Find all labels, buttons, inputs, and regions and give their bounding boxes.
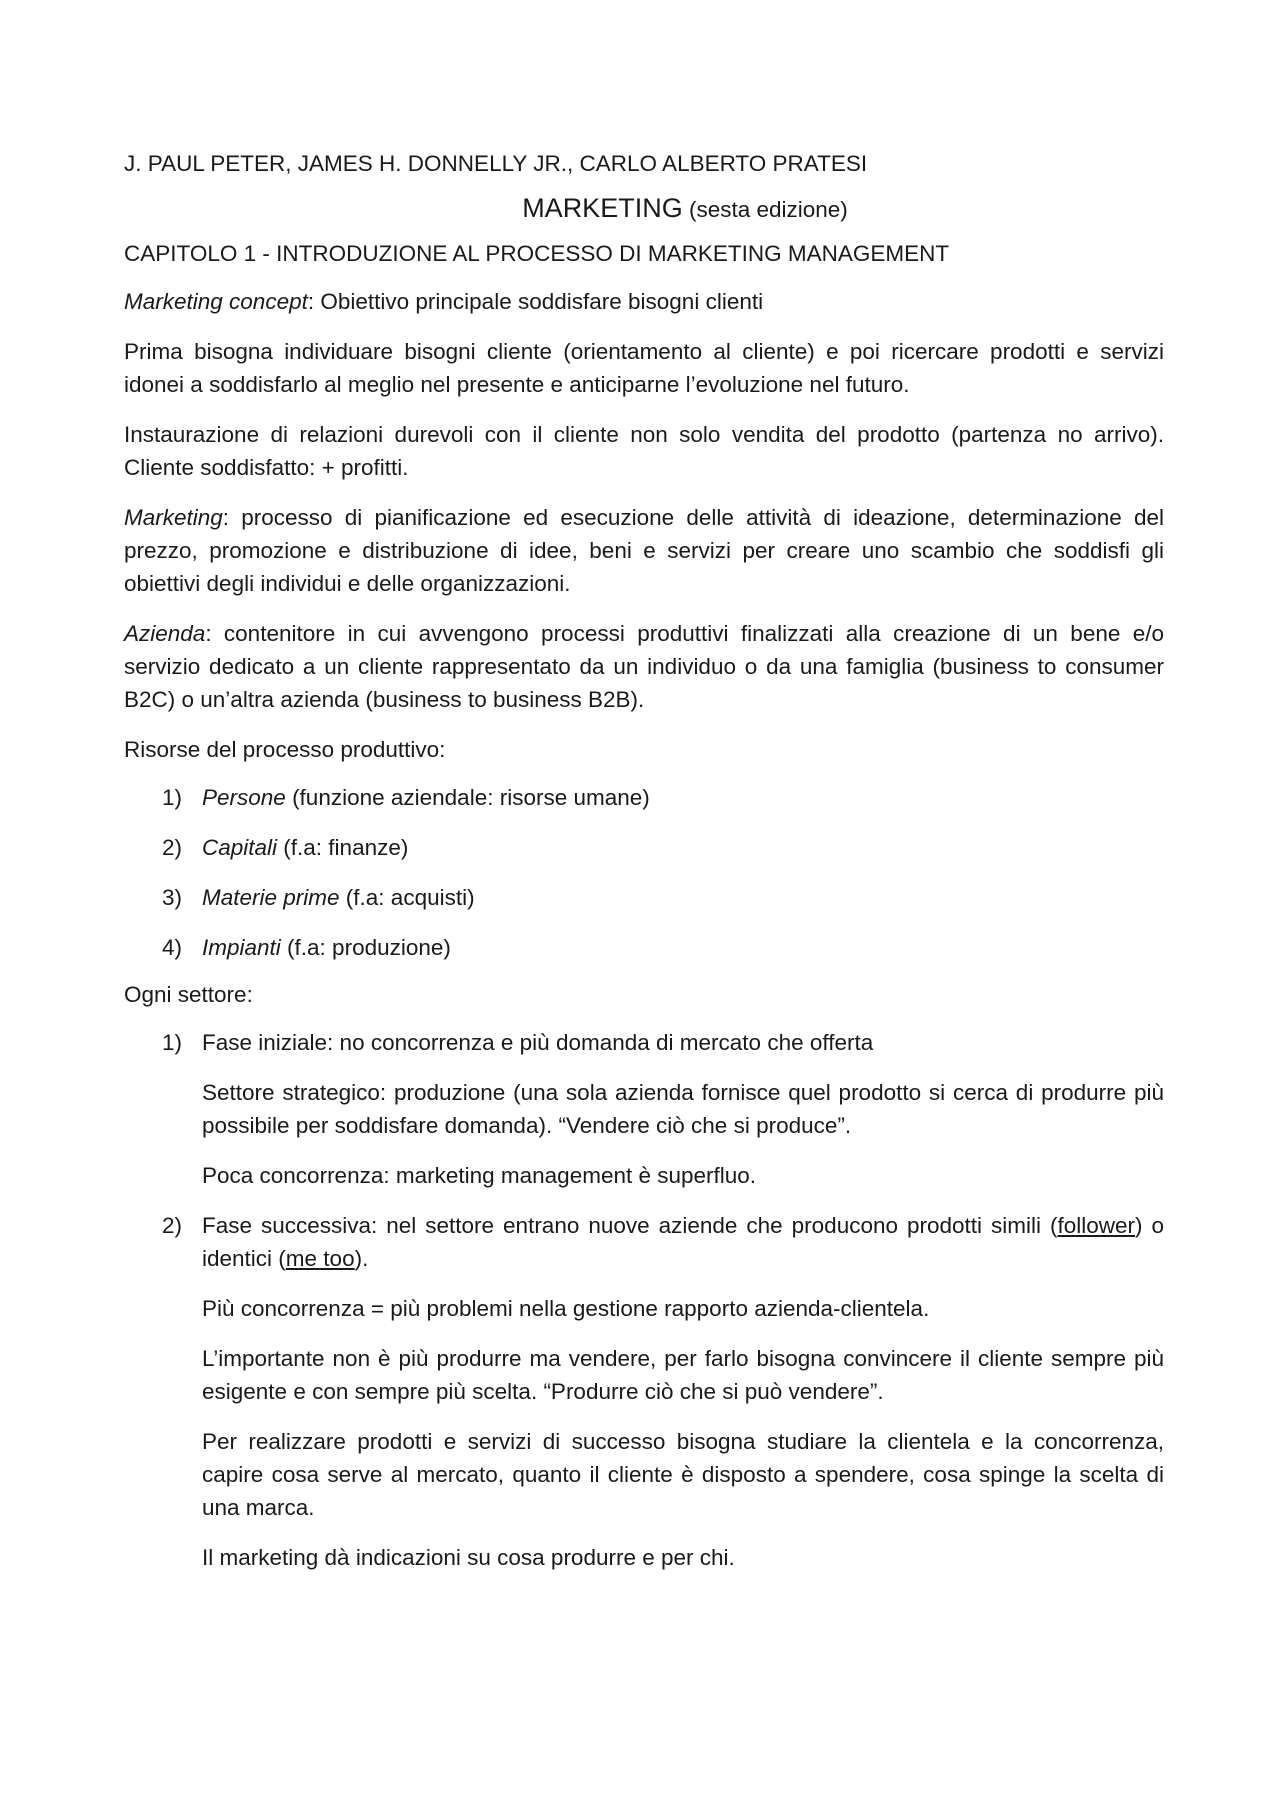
list-term: Persone (202, 785, 286, 810)
list-item (124, 881, 1164, 914)
list-item-phase2 (124, 1209, 1164, 1275)
chapter-heading: CAPITOLO 1 - INTRODUZIONE AL PROCESSO DI MARKETING MANAGEMENT (124, 241, 950, 266)
list-text: (funzione aziendale: risorse umane) (285, 785, 650, 810)
list-term: Materie prime (202, 885, 340, 910)
list-number: 4) (162, 935, 183, 960)
list-term: Capitali (202, 835, 278, 860)
resources-heading: Risorse del processo produttivo: (124, 737, 446, 762)
me-too-term: me too (285, 1246, 355, 1271)
authors-line: J. PAUL PETER, JAMES H. DONNELLY JR., CARLO ALBERTO PRATESI (124, 151, 868, 176)
list-term: Impianti (202, 935, 281, 960)
paragraph-customer-needs: Prima bisogna individuare bisogni cliente (orientamento al cliente) e poi ricercare prodotti e servizi idonei a soddisfarlo al meglio nel presente e anticiparne l’evoluzione nel futuro. (124, 339, 1164, 397)
phase2-text-a: Fase successiva: nel settore entrano nuove aziende che producono prodotti simili ( (202, 1213, 1058, 1238)
paragraph-text: : Obiettivo principale soddisfare bisogni clienti (307, 289, 764, 314)
list-number: 2) (162, 835, 183, 860)
title-edition: (sesta edizione) (688, 197, 848, 222)
paragraph-relationships: Instaurazione di relazioni durevoli con il cliente non solo vendita del prodotto (partenza no arrivo). Cliente soddisfatto: + profitti. (124, 422, 1164, 480)
resources-list (124, 781, 1164, 964)
term-azienda: Azienda (124, 621, 206, 646)
list-text: (f.a: finanze) (277, 835, 409, 860)
phase2-study-market: Per realizzare prodotti e servizi di successo bisogna studiare la clientela e la concorrenza, capire cosa serve al mercato, quanto il cliente è disposto a spendere, cosa spinge la scelta di una marca. (202, 1429, 1164, 1520)
phase2-marketing-role: Il marketing dà indicazioni su cosa produrre e per chi. (202, 1545, 735, 1570)
phase2-text-b: ) o identici ( (202, 1213, 1164, 1271)
list-item (124, 931, 1164, 964)
list-number: 1) (162, 1030, 183, 1055)
phase2-text-c: ). (354, 1246, 369, 1271)
list-text: (f.a: acquisti) (339, 885, 475, 910)
phase1-strategic-sector: Settore strategico: produzione (una sola azienda fornisce quel prodotto si cerca di produrre più possibile per soddisfare domanda). “Vendere ciò che si produce”. (202, 1080, 1164, 1138)
paragraph-marketing-concept (124, 285, 1164, 318)
sectors-heading: Ogni settore: (124, 982, 253, 1007)
list-number: 2) (162, 1213, 183, 1238)
sectors-list (124, 1026, 1164, 1059)
title-main: MARKETING (522, 193, 683, 223)
paragraph-azienda-definition (124, 617, 1164, 716)
paragraph-text: : contenitore in cui avvengono processi produttivi finalizzati alla creazione di un bene e/o servizio dedicato a un cliente rappresentato da un individuo o da una famiglia (business to consumer B2C) o un’altra azienda (business to business B2B). (124, 621, 1164, 712)
list-item (124, 831, 1164, 864)
list-item (124, 781, 1164, 814)
phase2-more-competition: Più concorrenza = più problemi nella gestione rapporto azienda-clientela. (202, 1296, 930, 1321)
paragraph-marketing-definition (124, 501, 1164, 600)
list-number: 3) (162, 885, 183, 910)
term-marketing: Marketing (124, 505, 223, 530)
book-title (124, 192, 1164, 226)
list-text: (f.a: produzione) (280, 935, 451, 960)
phase1-text: Fase iniziale: no concorrenza e più domanda di mercato che offerta (202, 1030, 874, 1055)
phase2-sell-not-produce: L’importante non è più produrre ma vendere, per farlo bisogna convincere il cliente sempre più esigente e con sempre più scelta. “Produrre ciò che si può vendere”. (202, 1346, 1164, 1404)
list-item-phase1 (124, 1026, 1164, 1059)
phase1-low-competition: Poca concorrenza: marketing management è superfluo. (202, 1163, 757, 1188)
list-number: 1) (162, 785, 183, 810)
paragraph-text: : processo di pianificazione ed esecuzione delle attività di ideazione, determinazione del prezzo, promozione e distribuzione di idee, beni e servizi per creare uno scambio che soddisfi gli obiettivi degli individui e delle organizzazioni. (124, 505, 1164, 596)
follower-term: follower (1057, 1213, 1135, 1238)
phase2-text (202, 1209, 1164, 1275)
term-marketing-concept: Marketing concept (124, 289, 308, 314)
sectors-list-2 (124, 1209, 1164, 1275)
